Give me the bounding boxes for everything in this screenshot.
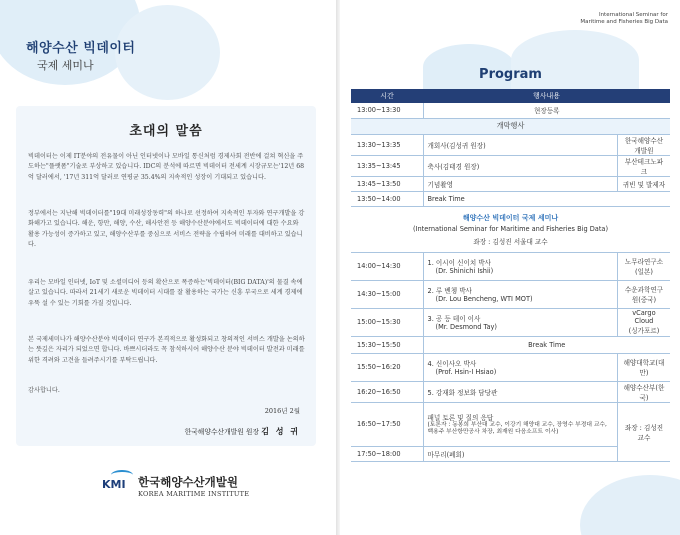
table-row: 14:00~14:30 1. 이시이 신이치 박사 (Dr. Shinichi Ishii) 노무라연구소(일본): [351, 252, 670, 280]
table-row: 13:30~13:35 개회사(김성귀 원장) 한국해양수산개발원: [351, 134, 670, 155]
seminar-band: [351, 206, 670, 252]
decorative-bubble: [580, 475, 680, 535]
left-page: [0, 0, 335, 535]
table-row: 15:30~15:50 Break Time: [351, 336, 670, 353]
kmi-logo: KMI: [102, 478, 126, 491]
letter-signature: [185, 426, 300, 437]
org-name-en: KOREA MARITIME INSTITUTE: [138, 490, 250, 498]
table-row: 17:50~18:00 마무리(폐회): [351, 446, 670, 461]
seminar-title: 해양수산 빅데이터: [26, 41, 136, 56]
signature-name: 김 성 귀: [261, 426, 300, 436]
table-row: 16:20~16:50 5. 강재화 정보화 담당관 해양수산부(한국): [351, 381, 670, 402]
letter-paragraph: 정부에서는 지난해 빅데이터를"19대 미래성장동력"의 하나로 선정하여 지속적인 투자와 연구개발을 강화해가고 있습니다. 해운, 항만, 해양, 수산, 해사안전 등 해양수산분야에서도 빅데이터에 대한 수요와 활용 가능성이 증가하고 있고, 해양수산부를 중심으로 서비스 전략을 수립하여 미래를 대비하고 있습니다.: [28, 210, 305, 249]
table-row: 13:45~13:50 기념촬영 귀빈 및 발제자: [351, 176, 670, 191]
program-table: [351, 89, 670, 462]
page-fold: [336, 0, 340, 535]
letter-heading: 초대의 말씀: [129, 124, 203, 139]
table-header: [351, 89, 670, 103]
seminar-subtitle: 국제 세미나: [37, 59, 94, 72]
col-time-header: 시간: [351, 89, 423, 103]
section-band: 개막행사: [351, 118, 670, 134]
table-row: 15:50~16:20 4. 신이사오 박사 (Prof. Hsin-I Hsiao) 해양대학교(대만): [351, 353, 670, 381]
table-row: 13:35~13:45 축사(김태경 원장) 부산테크노파크: [351, 155, 670, 176]
table-row: 13:00~13:30 현장등록: [351, 103, 670, 118]
seminar-section-en: (International Seminar for Maritime and Fisheries Big Data): [412, 224, 609, 233]
col-event-header: 행사내용: [423, 89, 670, 103]
table-row: 14:30~15:00 2. 루 벤쳉 박사 (Dr. Lou Bencheng, WTI MOT) 수운과학연구원(중국): [351, 280, 670, 308]
letter-paragraph: 본 국제세미나가 해양수산분야 빅데이터 연구가 본격적으로 활성화되고 창의적인 서비스 개발을 논의하는 뜻깊은 자리가 되었으면 합니다. 바쁘시더라도 꼭 참석하시어 해양수산 분야 빅데이터 발전과 미래를 위한 격려와 고견을 들려주시기를 부탁드립니다.: [28, 336, 305, 364]
invitation-letter: [16, 106, 316, 446]
letter-paragraph: 우리는 모바일 인터넷, IoT 및 소셜미디어 등의 확산으로 폭증하는'빅데이터(BIG DATA)'의 물결 속에 살고 있습니다. 따라서 21세기 새로운 빅데이터 시대를 잘 활용하는 국가는 신흥 부국으로 세계 경제에 우뚝 설 수 있는 기회를 가질 것입니다.: [28, 279, 303, 307]
org-name-ko: 한국해양수산개발원: [138, 475, 238, 489]
program-title: Program: [479, 67, 542, 82]
table-row: 13:50~14:00 Break Time: [351, 191, 670, 206]
table-row: 15:00~15:30 3. 공 등 테이 이사 (Mr. Desmond Tay) vCargo Cloud (싱가포르): [351, 308, 670, 336]
seminar-section-title: 해양수산 빅데이터 국제 세미나: [462, 213, 559, 222]
table-row: 16:50~17:50 패널 토론 및 질의 응답 (토론자 : 동봉희 부산대 교수, 이강기 해양대 교수, 장영수 부경대 교수, 백용주 부산항만공사 차장, 최재원 다음소프트 이사) 좌장 : 김성진 교수: [351, 402, 670, 446]
letter-paragraph: 감사합니다.: [28, 387, 60, 394]
signature-title: 한국해양수산개발원 원장: [184, 428, 260, 436]
seminar-chair: 좌장 : 김성진 서울대 교수: [473, 237, 548, 246]
header-english-title: International Seminar for Maritime and Fisheries Big Data: [580, 12, 668, 25]
right-page: [341, 0, 680, 535]
letter-date: 2016년 2월: [264, 407, 300, 415]
letter-paragraph: 빅데이터는 이제 IT분야의 전유물이 아닌 인터넷이나 모바일 통신처럼 경제사회 전반에 걸쳐 혁신을 주도하는"플랫폼"기술로 부상하고 있습니다. IDC의 분석에 따르면 빅데이터 전세계 시장규모는'12년 68억 달러에서, '17년 311억 달러로 연평균 35.4%의 지속적인 성장이 기대되고 있습니다.: [28, 153, 305, 181]
